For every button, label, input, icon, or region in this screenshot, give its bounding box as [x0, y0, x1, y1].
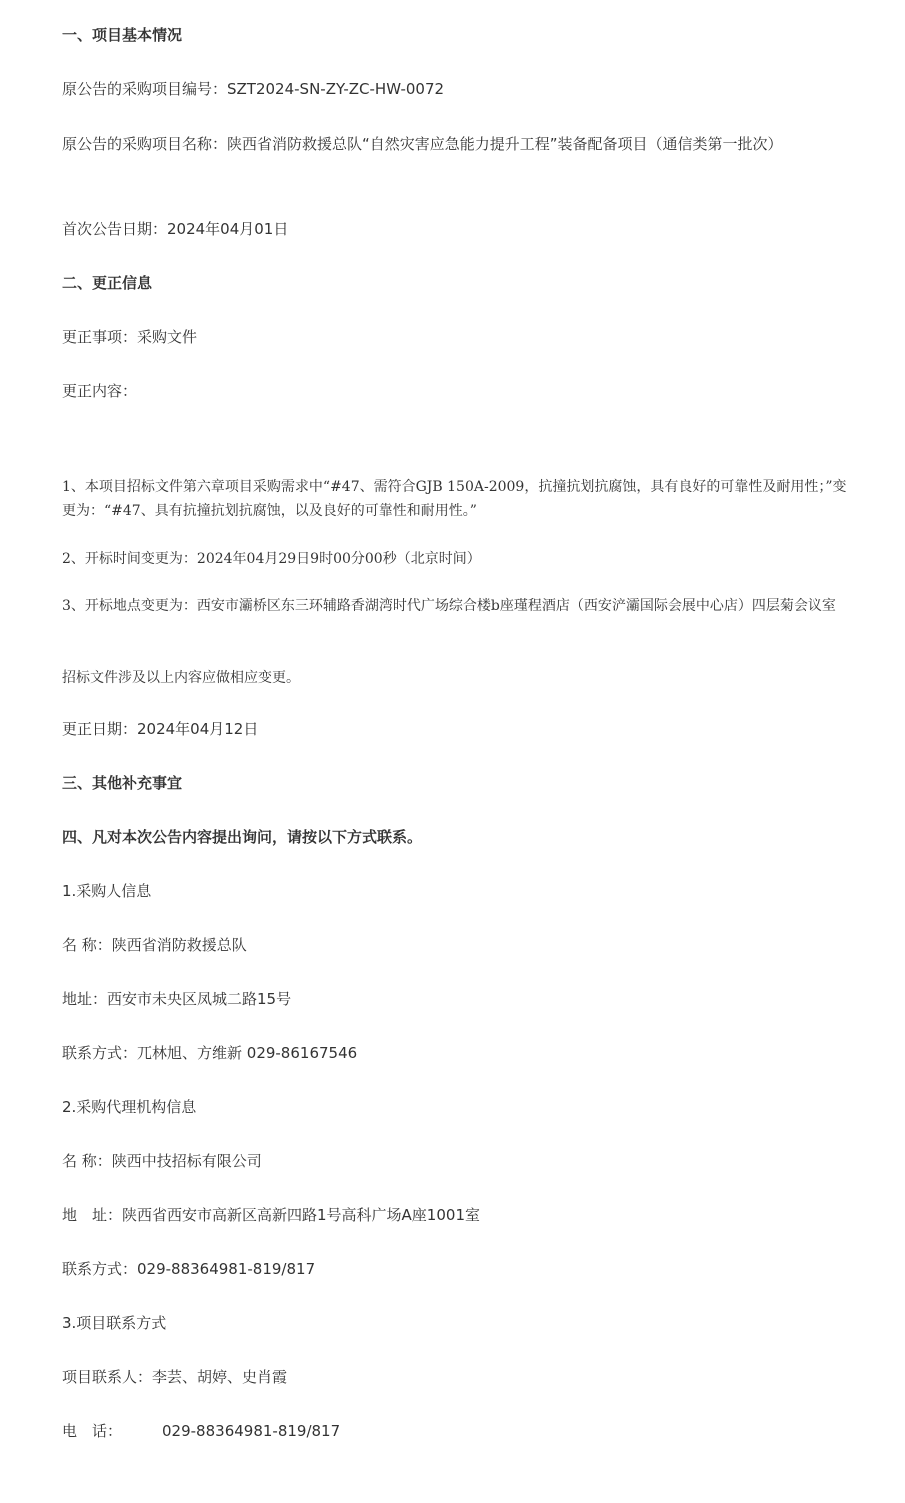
- project-phone: [62, 1424, 340, 1439]
- agent-info-title: 2.采购代理机构信息: [62, 1098, 197, 1116]
- first-announcement-date: 首次公告日期：2024年04月01日: [62, 220, 289, 238]
- buyer-name: 名 称：陕西省消防救援总队: [62, 936, 247, 954]
- correction-point-3: 3、开标地点变更为：西安市灞桥区东三环辅路香湖湾时代广场综合楼b座瑾程酒店（西安浐灞国际会展中心店）四层菊会议室: [62, 598, 836, 614]
- correction-point-1: 1、本项目招标文件第六章项目采购需求中“#47、需符合GJB 150A-2009，抗撞抗划抗腐蚀，具有良好的可靠性及耐用性；”变更为：“#47、具有抗撞抗划抗腐蚀，以及良好的可靠性和耐用性。”: [62, 479, 847, 519]
- section-2-heading: 二、更正信息: [62, 274, 153, 292]
- correction-point-2: 2、开标时间变更为：2024年04月29日9时00分00秒（北京时间）: [62, 551, 481, 567]
- correction-date: 更正日期：2024年04月12日: [62, 720, 259, 738]
- correction-content-label: 更正内容：: [62, 382, 138, 400]
- buyer-info-title: 1.采购人信息: [62, 882, 152, 900]
- buyer-contact: 联系方式：兀林旭、方维新 029-86167546: [62, 1044, 358, 1062]
- project-contact-people: 项目联系人：李芸、胡婷、史肖霞: [62, 1368, 288, 1386]
- correction-item: 更正事项：采购文件: [62, 328, 198, 346]
- original-project-name: 原公告的采购项目名称：陕西省消防救援总队“自然灾害应急能力提升工程”装备配备项目（通信类第一批次）: [62, 135, 783, 153]
- agent-address: 地 址：陕西省西安市高新区高新四路1号高科广场A座1001室: [62, 1206, 480, 1224]
- agent-name: 名 称：陕西中技招标有限公司: [62, 1152, 262, 1170]
- correction-note: 招标文件涉及以上内容应做相应变更。: [62, 670, 300, 686]
- project-contact-title: 3.项目联系方式: [62, 1314, 167, 1332]
- agent-contact: 联系方式：029-88364981-819/817: [62, 1260, 316, 1278]
- project-phone-label: 电 话：: [62, 1422, 123, 1440]
- section-4-heading: 四、凡对本次公告内容提出询问，请按以下方式联系。: [62, 828, 423, 846]
- buyer-address: 地址：西安市未央区凤城二路15号: [62, 990, 292, 1008]
- section-1-heading: 一、项目基本情况: [62, 26, 183, 44]
- original-project-number: 原公告的采购项目编号：SZT2024-SN-ZY-ZC-HW-0072: [62, 80, 445, 98]
- section-3-heading: 三、其他补充事宜: [62, 774, 183, 792]
- project-phone-value: 029-88364981-819/817: [162, 1422, 341, 1440]
